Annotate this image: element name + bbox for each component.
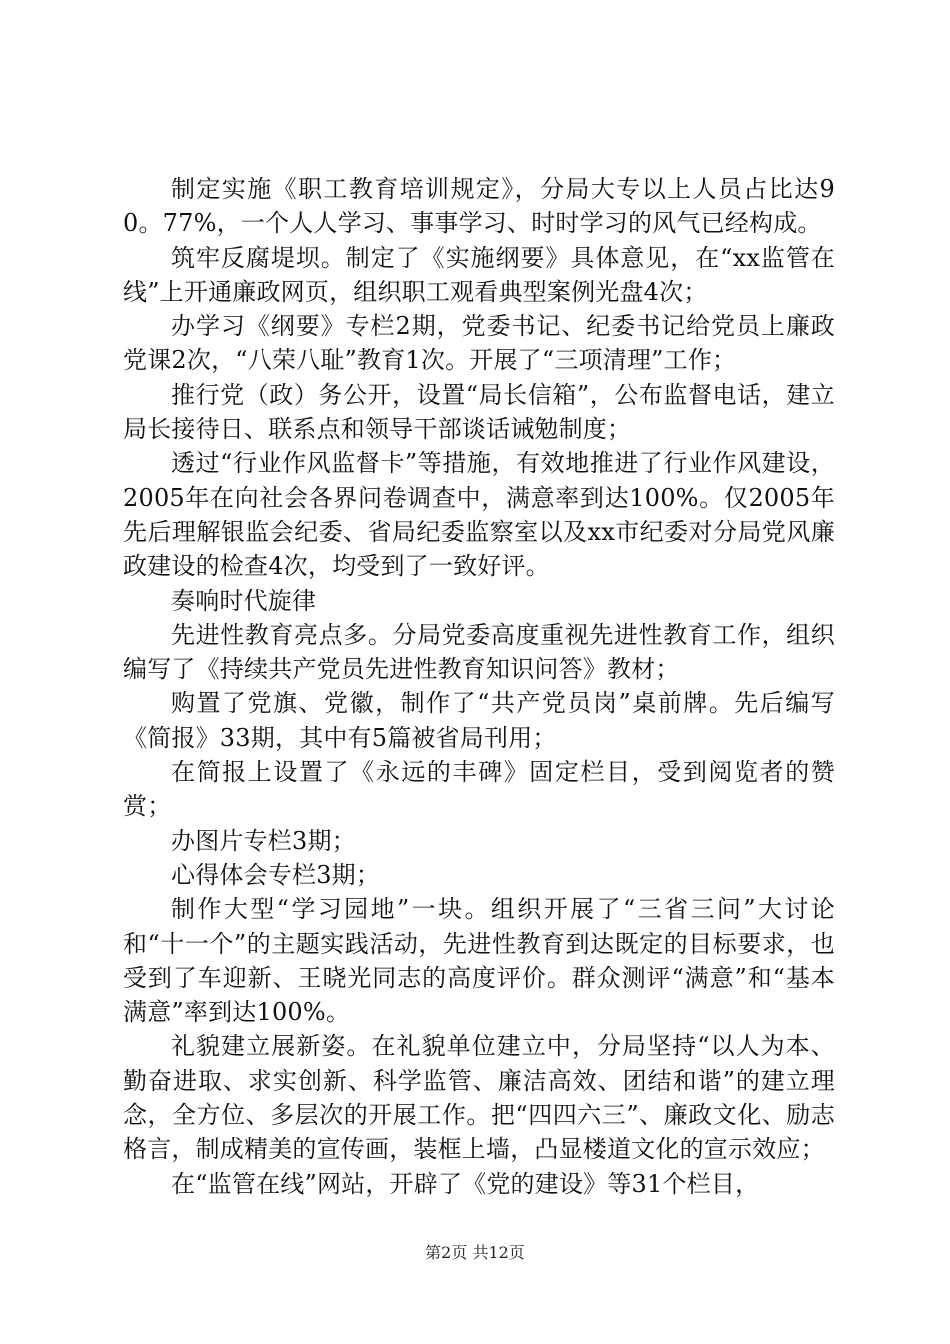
paragraph: 推行党（政）务公开，设置“局长信箱”，公布监督电话，建立局长接待日、联系点和领导干部谈话诫勉制度； bbox=[123, 380, 835, 444]
paragraph: 礼貌建立展新姿。在礼貌单位建立中，分局坚持“以人为本、勤奋进取、求实创新、科学监管、廉洁高效、团结和谐”的建立理念，全方位、多层次的开展工作。把“四四六三”、廉政文化、励志格言，制成精美的宣传画，装框上墙，凸显楼道文化的宣示效应； bbox=[123, 1032, 835, 1164]
paragraph: 制定实施《职工教育培训规定》，分局大专以上人员占比达90。77%，一个人人学习、事事学习、时时学习的风气已经构成。 bbox=[123, 175, 835, 238]
paragraph: 心得体会专栏3期； bbox=[171, 860, 381, 889]
paragraph: 透过“行业作风监督卡”等措施，有效地推进了行业作风建设，2005年在向社会各界问卷调查中，满意率到达100%。仅2005年先后理解银监会纪委、省局纪委监察室以及xx市纪委对分局党风廉政建设的检查4次，均受到了一致好评。 bbox=[123, 449, 835, 581]
paragraph: 购置了党旗、党徽，制作了“共产党员岗”桌前牌。先后编写《简报》33期，其中有5篇被省局刊用； bbox=[123, 689, 835, 752]
document-body bbox=[123, 172, 835, 1201]
paragraph: 先进性教育亮点多。分局党委高度重视先进性教育工作，组织编写了《持续共产党员先进性教育知识问答》教材； bbox=[123, 620, 835, 684]
page-number-footer: 第2页 共12页 bbox=[425, 1243, 525, 1262]
paragraph: 在简报上设置了《永远的丰碑》固定栏目，受到阅览者的赞赏； bbox=[123, 758, 835, 821]
paragraph: 办图片专栏3期； bbox=[171, 826, 356, 855]
section-heading: 奏响时代旋律 bbox=[171, 586, 317, 615]
paragraph: 办学习《纲要》专栏2期，党委书记、纪委书记给党员上廉政党课2次，“八荣八耻”教育1次。开展了“三项清理”工作； bbox=[123, 312, 835, 375]
paragraph: 筑牢反腐堤坝。制定了《实施纲要》具体意见，在“xx监管在线”上开通廉政网页，组织职工观看典型案例光盘4次； bbox=[123, 243, 835, 306]
paragraph: 在“监管在线”网站，开辟了《党的建设》等31个栏目， bbox=[171, 1169, 760, 1198]
paragraph: 制作大型“学习园地”一块。组织开展了“三省三问”大讨论和“十一个”的主题实践活动，先进性教育到达既定的目标要求，也受到了车迎新、王晓光同志的高度评价。群众测评“满意”和“基本满意”率到达100%。 bbox=[123, 895, 835, 1027]
